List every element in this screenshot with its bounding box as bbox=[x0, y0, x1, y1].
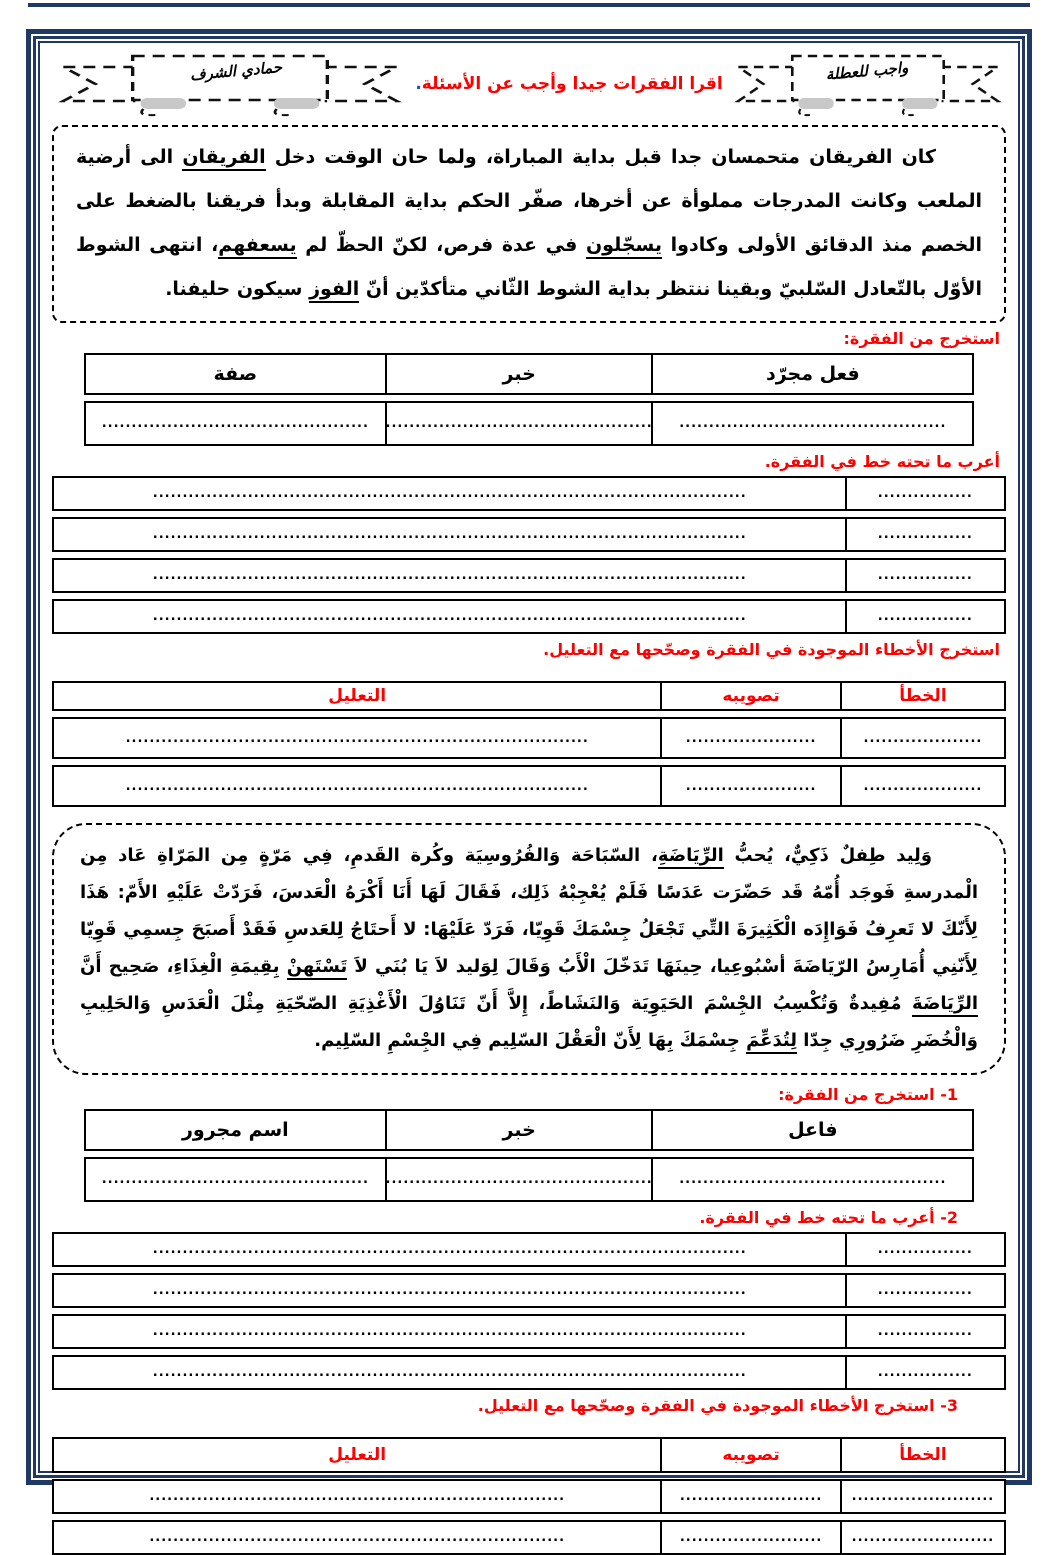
underlined-word: الفريقان bbox=[182, 146, 265, 171]
answer-dots: ...................................................................... bbox=[54, 1522, 661, 1553]
underlined-word: يسعفهم bbox=[218, 234, 296, 259]
answer-dots: ...................................................................... bbox=[54, 1481, 661, 1512]
table-row bbox=[52, 1273, 1005, 1308]
answer-dots: ............................................. bbox=[679, 1172, 947, 1187]
column-header: اسم مجرور bbox=[86, 1111, 388, 1149]
underlined-word: لِتُدَعِّمَ bbox=[746, 1030, 797, 1054]
holiday-homework-banner bbox=[728, 52, 1008, 116]
column-header: الخطأ bbox=[899, 686, 947, 706]
answer-dots: .................................................................................................... bbox=[54, 478, 847, 509]
table-row bbox=[52, 1314, 1005, 1349]
answer-dots: ........................ bbox=[662, 1481, 842, 1512]
word-dots: ................ bbox=[877, 1324, 973, 1339]
column-header: خبر bbox=[387, 355, 653, 393]
teacher-name-banner bbox=[50, 52, 410, 116]
table-row bbox=[52, 1355, 1005, 1390]
underlined-word: تَسْتَهِنْ bbox=[287, 956, 348, 980]
column-header: تصويبه bbox=[662, 683, 842, 709]
extract-heading-2: 1- استخرج من الفقرة: bbox=[778, 1085, 958, 1104]
extract-heading-1: استخرج من الفقرة: bbox=[843, 329, 1000, 348]
table-row bbox=[52, 599, 1005, 634]
answer-dots: ........................ bbox=[851, 1530, 995, 1545]
text-run: مُفِيدةٌ وَتُكْسِبُ الجِْسْمَ الحَيَوِيَة وَالنَشَاطً، إِلاَّ أَنّ تَنَاوُلَ الْأَغْذِيَةِ الصّحّيَةِ مِثْلَ الْعَدَسِ وَالحَلِيبِ وَالْخُضَرِ ضَرُورِي جِدّا bbox=[80, 993, 978, 1051]
paragraph-1-box bbox=[52, 125, 1006, 323]
text-run: ، السّبَاحَة وَالفُرُوسِيَة وكُرة القَدمِ، فِي مَرّةٍ مِن المَرّاةِ عَاد مِن الْمدرسةِ فَوجَد أُمّهُ قَد حَضّرَت عَدَسًا فَلَمْ يُعْجِبْهُ ذَلِك، فَقَالَ لَهَا أَنَا أَكْرَهُ الْعَدسَ، فَرَدّتْ عَلَيْهِ الأَمّ: هَذَا لِأَنّكَ لا تَعرِفُ فَوَاإِدَه الْكَثِيرَةَ التِّي تَجْعَلُ جِسْمَكَ قَوِيّا، فَرَدّ عَلَيْهَا: لا أَحتَاجُ لِلعَدسِ فَقَدْ أَصبَحَ جِسمِي قَوِيّا لِأَنّنِي أُمَارِسُ الرّيَاضَةَ أسْبُوعِيا، حِينَهَا تَدَخّلَ الْأَبُ وَقَالَ لِوَليد لاَ يَا بُنَي لاَ bbox=[80, 845, 978, 977]
column-header: فعل مجرّد bbox=[765, 363, 860, 385]
header bbox=[50, 51, 1008, 117]
answer-dots: ............................................. bbox=[387, 1159, 653, 1200]
banner-label: واجب للعطلة bbox=[824, 58, 909, 84]
middle-frame bbox=[33, 36, 1025, 1545]
answer-dots: ............................................. bbox=[86, 403, 388, 444]
errors-table-2 bbox=[52, 1437, 1005, 1555]
word-dots: ................ bbox=[877, 486, 973, 501]
answer-dots: ...................... bbox=[662, 767, 842, 805]
table-row bbox=[52, 476, 1005, 511]
table-row bbox=[84, 401, 975, 446]
table-header-row bbox=[84, 1109, 975, 1151]
i3rab-table-2 bbox=[52, 1232, 1005, 1390]
table-header-row bbox=[84, 353, 975, 395]
word-dots: ................ bbox=[877, 527, 973, 542]
top-rule bbox=[28, 3, 1030, 7]
table-row bbox=[52, 558, 1005, 593]
text-run: كان الفريقان متحمسان جدا قبل بداية المباراة، ولما حان الوقت دخل bbox=[265, 146, 936, 168]
column-header: صفة bbox=[86, 355, 388, 393]
text-run: في عدة فرص، لكنّ الحظّ لم bbox=[296, 234, 586, 256]
table-row bbox=[52, 717, 1005, 759]
text-run: سيكون حليفنا. bbox=[165, 278, 310, 300]
underlined-word: الرِّيَاضَةِ bbox=[658, 845, 724, 869]
text-run: جِسْمَكَ بِهَا لِأَنّ الْعَقْلَ السّلِيم فِي الجِْسْمِ السّلِيم. bbox=[314, 1030, 747, 1051]
column-header: التعليل bbox=[54, 1439, 661, 1471]
table-row bbox=[52, 765, 1005, 807]
answer-dots: .................................................................................................... bbox=[54, 1234, 847, 1265]
answer-dots: ........................ bbox=[662, 1522, 842, 1553]
text-run: بِقِيمَةِ الْغِذَاءِ، صَحِيح أَنَّ bbox=[80, 956, 287, 977]
word-dots: ................ bbox=[877, 1242, 973, 1257]
answer-dots: ...................... bbox=[662, 719, 842, 757]
column-header: خبر bbox=[387, 1111, 653, 1149]
i3rab-heading-1: أعرب ما تحته خط في الفقرة. bbox=[764, 452, 1000, 471]
table-row bbox=[84, 1157, 975, 1202]
word-dots: ................ bbox=[877, 568, 973, 583]
underlined-word: الفوز bbox=[309, 278, 359, 303]
table-header-row bbox=[52, 681, 1005, 711]
errors-heading-1: استخرج الأخطاء الموجودة في الفقرة وصحّحها مع التعليل. bbox=[543, 640, 1000, 659]
instruction-period: . bbox=[415, 74, 422, 94]
underlined-word: الرِّيَاضَةَ bbox=[912, 993, 978, 1017]
word-dots: ................ bbox=[877, 609, 973, 624]
inner-frame bbox=[38, 41, 1020, 1545]
table-row bbox=[52, 517, 1005, 552]
paragraph-1-text bbox=[76, 135, 982, 311]
word-dots: ................ bbox=[877, 1283, 973, 1298]
paragraph-2-text bbox=[80, 837, 978, 1059]
column-header: تصويبه bbox=[662, 1439, 842, 1471]
answer-dots: .................................................................................................... bbox=[54, 601, 847, 632]
errors-heading-2: 3- استخرج الأخطاء الموجودة في الفقرة وصحّحها مع التعليل. bbox=[477, 1396, 958, 1415]
word-dots: ................ bbox=[877, 1365, 973, 1380]
text-run: الى أرضية الملعب وكانت المدرجات مملوأة عن أخرها، صفّر الحكم بداية المقابلة وبدأ فريقنا بالضغط على الخصم منذ الدقائق الأولى وكادوا bbox=[76, 146, 982, 256]
outer-frame bbox=[26, 29, 1032, 1545]
answer-dots: .................................................................................................... bbox=[54, 519, 847, 550]
banner-label: حمادي الشرف bbox=[189, 58, 283, 84]
answer-dots: .............................................................................. bbox=[54, 719, 661, 757]
paragraph-2-box bbox=[52, 823, 1006, 1075]
table-row bbox=[52, 1520, 1005, 1555]
answer-dots: .................... bbox=[863, 778, 983, 794]
answer-dots: ............................................. bbox=[387, 403, 653, 444]
column-header: فاعل bbox=[788, 1119, 838, 1141]
errors-table-1 bbox=[52, 681, 1005, 807]
answer-dots: .................................................................................................... bbox=[54, 1316, 847, 1347]
answer-dots: .................................................................................................... bbox=[54, 1357, 847, 1388]
instruction-text: اقرا الفقرات جيدا وأجب عن الأسئلة bbox=[421, 74, 723, 94]
table-header-row bbox=[52, 1437, 1005, 1473]
answer-dots: ........................ bbox=[851, 1489, 995, 1504]
answer-dots: ............................................. bbox=[86, 1159, 388, 1200]
answer-dots: .................................................................................................... bbox=[54, 560, 847, 591]
extract-table-2 bbox=[84, 1109, 975, 1202]
answer-dots: .................... bbox=[863, 730, 983, 746]
underlined-word: يسجّلون bbox=[586, 234, 662, 259]
table-row bbox=[52, 1479, 1005, 1514]
i3rab-heading-2: 2- أعرب ما تحته خط في الفقرة. bbox=[699, 1208, 958, 1227]
text-run: وَلِيد طِفلٌ ذَكِيٌّ، يُحبُّ bbox=[723, 845, 933, 866]
answer-dots: .............................................................................. bbox=[54, 767, 661, 805]
i3rab-table-1 bbox=[52, 476, 1005, 634]
table-row bbox=[52, 1232, 1005, 1267]
answer-dots: .................................................................................................... bbox=[54, 1275, 847, 1306]
answer-dots: ............................................. bbox=[679, 416, 947, 431]
column-header: الخطأ bbox=[899, 1445, 947, 1465]
extract-table-1 bbox=[84, 353, 975, 446]
column-header: التعليل bbox=[54, 683, 661, 709]
instruction bbox=[410, 74, 728, 94]
text-run: ، انتهى الشوط الأوّل بالتّعادل السّلبيّ وبقينا ننتظر بداية الشوط الثّاني متأكدّين أنّ bbox=[76, 234, 982, 300]
